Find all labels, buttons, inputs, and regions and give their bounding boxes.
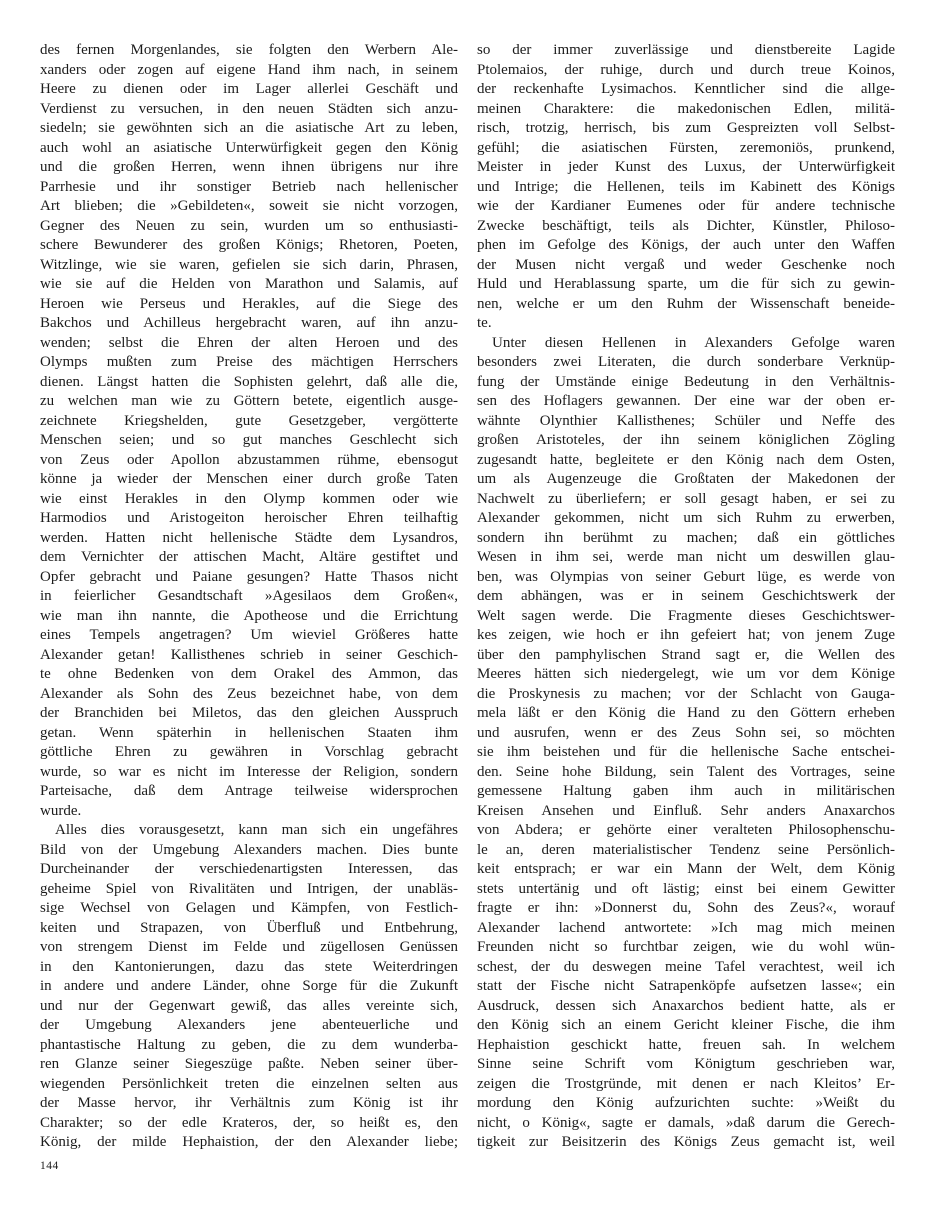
text-line: Olymps mußten zum Preise des mächtigen Herrschers bbox=[40, 354, 458, 370]
text-line: dienen. Längst hatten die Sophisten gelehrt, daß alle die, bbox=[40, 373, 458, 390]
text-line: den. Seine hohe Bildung, sein Talent des Vortrages, seine bbox=[477, 763, 895, 780]
text-line: der Umgebung Alexanders jene abenteuerliche und bbox=[40, 1017, 458, 1033]
text-line: der Masse hervor, ihr Verhältnis zum König ist ihr bbox=[40, 1095, 458, 1111]
text-line: ren Glanze seiner Siegeszüge paßte. Neben seiner über- bbox=[40, 1056, 458, 1072]
text-column-right bbox=[477, 41, 895, 1153]
text-line: sige Wechsel von Gelagen und Kämpfen, von Festlich- bbox=[40, 900, 458, 916]
text-line: wiegenden Persönlichkeit treten die einzelnen selten aus bbox=[40, 1075, 458, 1092]
text-line: Ausdruck, dessen sich Anaxarchos bedient hatte, als er bbox=[477, 997, 895, 1014]
text-line: Hephaistion geschickt hatte, freuen sah. In welchem bbox=[477, 1036, 895, 1053]
text-line: sie ihm beistehen und für die hellenische Sache entschei- bbox=[477, 744, 895, 760]
text-line: wenden; selbst die Ehren der alten Heroen und des bbox=[40, 334, 458, 351]
text-line: zugesandt hatte, begleitete er den König nach dem Osten, bbox=[477, 451, 895, 468]
text-line: der reckenhafte Lysimachos. Kenntlicher sind die allge- bbox=[477, 81, 895, 97]
text-line: und Intrige; die Hellenen, teils im Kabinett des Königs bbox=[477, 178, 895, 195]
text-line: Charakter; so der edle Krateros, der, so heißt es, den bbox=[40, 1114, 458, 1131]
text-line: könne ja wieder der Menschen einer durch große Taten bbox=[40, 471, 458, 487]
text-line: in andere und andere Länder, ohne Sorge für die Zukunft bbox=[40, 978, 458, 994]
text-line: der Musen nicht vergaß und weder Geschenke noch bbox=[477, 256, 895, 273]
text-line: keit entsprach; er war ein Mann der Welt, dem König bbox=[477, 861, 895, 877]
text-line: um als Augenzeuge die Großtaten der Makedonen der bbox=[477, 471, 895, 487]
text-line: te. bbox=[477, 315, 492, 331]
text-line: wie einst Herakles in den Olymp kommen oder wie bbox=[40, 490, 458, 507]
text-line: Opfer gebracht und Paiane gesungen? Hatte Thasos nicht bbox=[40, 568, 458, 585]
paragraph bbox=[477, 41, 895, 334]
text-line: Freunden nicht so furchtbar zeigen, wie du wohl wün- bbox=[477, 939, 895, 955]
text-line: dem Vernichter der attischen Macht, Altäre gestiftet und bbox=[40, 549, 458, 565]
text-line: Zwecke beschäftigt, teils als Dichter, Künstler, Philoso- bbox=[477, 217, 895, 234]
text-line: Harmodios und Aristogeiton heroischer Ehren teilhaftig bbox=[40, 510, 458, 526]
text-line: Menschen seien; und so gut manches Geschlecht sich bbox=[40, 432, 458, 448]
text-line: Ptolemaios, der ruhige, durch und durch treue Koinos, bbox=[477, 61, 895, 78]
text-line: den König sich an einem Gericht kleiner Fische, die ihm bbox=[477, 1017, 895, 1033]
text-line: Alexander gekommen, nicht um sich Ruhm zu erwerben, bbox=[477, 510, 895, 526]
text-line: phen im Gefolge des Königs, der auch unter den Waffen bbox=[477, 237, 895, 253]
text-line: te ohne Bedenken von dem Orakel des Ammon, das bbox=[40, 666, 458, 682]
paragraph bbox=[40, 821, 458, 1153]
text-line: in den Kantonierungen, dazu das stete Weiterdringen bbox=[40, 958, 458, 975]
text-line: in feierlicher Gesandtschaft »Agesilaos dem Großen«, bbox=[40, 588, 458, 604]
text-line: die Proskynesis zu machen; vor der Schlacht von Gauga- bbox=[477, 685, 895, 702]
text-line: von Zeus oder Apollon abzustammen rühme, ebensogut bbox=[40, 451, 458, 468]
text-line: Kreisen Ansehen und Einfluß. Sehr anders Anaxarchos bbox=[477, 802, 895, 819]
text-line: von Abdera; er gehörte einer veralteten Philosophenschu- bbox=[477, 822, 895, 838]
text-line: Bakchos und Achilleus hergebracht waren, auf ihn anzu- bbox=[40, 315, 458, 331]
text-line: zu welchen man wie zu Göttern betete, eigentlich ausge- bbox=[40, 393, 458, 409]
text-line: Sinne seine Schrift vom Königtum geschrieben war, bbox=[477, 1056, 895, 1072]
text-line: Art blieben; die »Gebildeten«, soweit sie nicht vorzogen, bbox=[40, 198, 458, 214]
text-column-left bbox=[40, 41, 458, 1153]
text-columns bbox=[40, 41, 895, 1153]
text-line: großen Aristoteles, der ihn seinem königlichen Zögling bbox=[477, 432, 895, 448]
text-line: und ausrufen, wenn er des Zeus Sohn sei, so möchten bbox=[477, 724, 895, 741]
text-line: Heroen wie Perseus und Herakles, auf die Siege des bbox=[40, 295, 458, 312]
text-line: Alexander lachend antwortete: »Ich mag mich meinen bbox=[477, 919, 895, 936]
text-line: besonders zwei Literaten, die durch sonderbare Verknüp- bbox=[477, 354, 895, 370]
text-line: Gegner des Neuen zu sein, wurden um so enthusiasti- bbox=[40, 217, 458, 234]
text-line: zeigen die Trostgründe, mit denen er nach Kleitos’ Er- bbox=[477, 1075, 895, 1092]
text-line: Huld und Herablassung sparte, um die für sich zu gewin- bbox=[477, 276, 895, 292]
text-line: tigkeit zur Beisitzerin des Königs Zeus gemacht ist, weil bbox=[477, 1134, 895, 1150]
text-line: auch wohl an asiatische Unterwürfigkeit gegen den König bbox=[40, 139, 458, 156]
text-line: Heere zu dienen oder im Lager allerlei Geschäft und bbox=[40, 81, 458, 97]
text-line: schest, der du deswegen meine Tafel verachtest, weil ich bbox=[477, 958, 895, 975]
text-line: phantastische Haltung zu geben, die zu dem wunderba- bbox=[40, 1036, 458, 1053]
text-line: statt der Fische nicht Satrapenköpfe aufsetzen lasse«; ein bbox=[477, 978, 895, 994]
text-line: des fernen Morgenlandes, sie folgten den Werbern Ale- bbox=[40, 42, 458, 58]
text-line: zeichnete Kriegshelden, gute Gesetzgeber, vergötterte bbox=[40, 412, 458, 429]
text-line: König, der milde Hephaistion, der den Alexander liebe; bbox=[40, 1134, 458, 1150]
text-line: wie man ihn nannte, die Apotheose und die Errichtung bbox=[40, 607, 458, 624]
text-line: sen des Hoflagers gewannen. Der eine war der oben er- bbox=[477, 393, 895, 409]
text-line: schere Bewunderer des großen Königs; Rhetoren, Poeten, bbox=[40, 237, 458, 253]
text-line: le an, deren materialistischer Tendenz seine Persönlich- bbox=[477, 841, 895, 858]
text-line: fragte er ihn: »Donnerst du, Sohn des Zeus?«, worauf bbox=[477, 900, 895, 916]
text-line: Witzlinge, wie sie waren, gefielen sie sich darin, Phrasen, bbox=[40, 256, 458, 273]
text-line: nen, welche er um den Ruhm der Wissenschaft beneide- bbox=[477, 295, 895, 312]
text-line: gemessene Haltung gaben ihm auch in militärischen bbox=[477, 783, 895, 799]
text-line: und nur der Gegenwart gewiß, das alles vereinte sich, bbox=[40, 997, 458, 1014]
text-line: wurde, so war es nicht im Interesse der Religion, sondern bbox=[40, 763, 458, 780]
text-line: von strengem Dienst im Felde und zügellosen Genüssen bbox=[40, 939, 458, 955]
text-line: Meister in jeder Kunst des Luxus, der Unterwürfigkeit bbox=[477, 159, 895, 175]
text-line: über den pamphylischen Strand sagt er, die Wellen des bbox=[477, 646, 895, 663]
text-line: wie sie auf die Helden von Marathon und Salamis, auf bbox=[40, 276, 458, 292]
text-line: und die großen Herren, wenn ihnen übrigens nur ihre bbox=[40, 159, 458, 175]
text-line: Meeres hätten sich niedergelegt, wie um vor dem Könige bbox=[477, 666, 895, 682]
text-line: wähnte Olynthier Kallisthenes; Schüler und Neffe des bbox=[477, 412, 895, 429]
text-line: kes zeigen, wie hoch er ihn gefeiert hat; von jenem Zuge bbox=[477, 627, 895, 643]
text-line: so der immer zuverlässige und dienstbereite Lagide bbox=[477, 42, 895, 58]
text-line: werden. Hatten nicht hellenische Städte dem Lysandros, bbox=[40, 529, 458, 546]
paragraph bbox=[477, 334, 895, 1153]
text-line: mordung den König aufzurichten suchte: »Weißt du bbox=[477, 1095, 895, 1111]
text-line: nicht, o König«, sagte er damals, »daß darum die Gerech- bbox=[477, 1114, 895, 1131]
paragraph bbox=[40, 41, 458, 821]
text-line: gefühl; die asiatischen Fürsten, zeremoniös, prunkend, bbox=[477, 139, 895, 156]
text-line: Alexander getan! Kallisthenes schrieb in seiner Geschich- bbox=[40, 646, 458, 663]
text-line: mela läßt er den König die Hand zu den Göttern erheben bbox=[477, 705, 895, 721]
text-line: Alles dies vorausgesetzt, kann man sich ein ungefähres bbox=[55, 822, 458, 838]
text-line: Unter diesen Hellenen in Alexanders Gefolge waren bbox=[492, 334, 895, 351]
text-line: dem abhängen, was er in seinem Geschichtswerk der bbox=[477, 588, 895, 604]
text-line: xanders oder zogen auf eigene Hand ihm nach, in seinem bbox=[40, 61, 458, 78]
text-line: Durcheinander der verschiedenartigsten Interessen, das bbox=[40, 861, 458, 877]
text-line: eines Tempels angetragen? Um wieviel Größeres hatte bbox=[40, 627, 458, 643]
text-line: Parrhesie und ihr sonstiger Betrieb nach hellenischer bbox=[40, 178, 458, 195]
text-line: sondern ihn berühmt zu machen; daß ein göttliches bbox=[477, 529, 895, 546]
text-line: siedeln; sie gewöhnten sich an die asiatische Art zu leben, bbox=[40, 120, 458, 136]
text-line: Nachwelt zu überliefern; er soll gesagt haben, er sei zu bbox=[477, 490, 895, 507]
text-line: fung der Umstände einige Bedeutung in den Verhältnis- bbox=[477, 373, 895, 390]
text-line: der Branchiden bei Miletos, das den gleichen Ausspruch bbox=[40, 705, 458, 721]
text-line: geheime Spiel von Rivalitäten und Intrigen, der unabläs- bbox=[40, 880, 458, 897]
text-line: keiten und Strapazen, von Überfluß und Entbehrung, bbox=[40, 919, 458, 936]
text-line: ben, was Olympias von seiner Geburt lüge, es werde von bbox=[477, 568, 895, 585]
text-line: Parteisache, daß dem Antrage teilweise widersprochen bbox=[40, 783, 458, 799]
text-line: risch, trotzig, herrisch, bis zum Gespreizten voll Selbst- bbox=[477, 120, 895, 136]
text-line: Verdienst zu versuchen, in den neuen Städten sich anzu- bbox=[40, 100, 458, 117]
text-line: stets untertänig und oft lästig; einst bei einem Gewitter bbox=[477, 880, 895, 897]
text-line: Bild von der Umgebung Alexanders machen. Dies bunte bbox=[40, 841, 458, 858]
text-line: wie der Kardianer Eumenes oder für andere technische bbox=[477, 198, 895, 214]
text-line: göttliche Ehren zu gewähren in Vorschlag gebracht bbox=[40, 744, 458, 760]
text-line: Alexander als Sohn des Zeus bezeichnet habe, von dem bbox=[40, 685, 458, 702]
text-line: wurde. bbox=[40, 802, 82, 819]
text-line: getan. Wenn späterhin in hellenischen Staaten ihm bbox=[40, 724, 458, 741]
text-line: meinen Charaktere: die makedonischen Edlen, militä- bbox=[477, 100, 895, 117]
page-number: 144 bbox=[40, 1160, 59, 1172]
text-line: Wesen in ihm sei, werde man nicht um deswillen glau- bbox=[477, 549, 895, 565]
text-line: Welt sagen werde. Die Fragmente dieses Geschichtswer- bbox=[477, 607, 895, 624]
